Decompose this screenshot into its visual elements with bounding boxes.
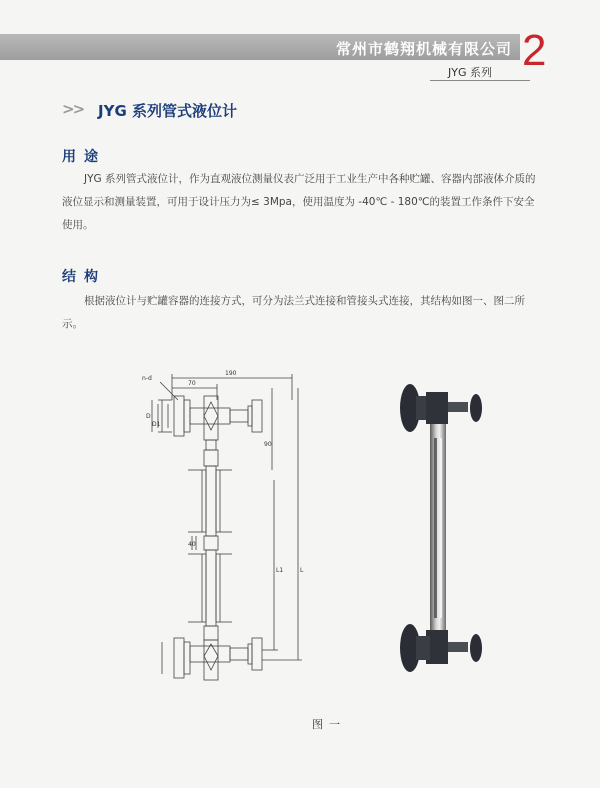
section-body-usage: JYG 系列管式液位计，作为直观液位测量仪表广泛用于工业生产中各种贮罐、容器内部液体介质的液位显示和测量装置，可用于设计压力为≤ 3Mpa，使用温度为 -40℃ - 180℃的装置工作条件下安全使用。 bbox=[62, 173, 536, 231]
page-title: JYG 系列管式液位计 bbox=[98, 102, 237, 120]
label-90: 90 bbox=[264, 441, 272, 448]
technical-drawing bbox=[132, 360, 322, 700]
figure-caption: 图一 bbox=[312, 718, 346, 731]
label-d: D bbox=[146, 413, 151, 420]
label-nd: n-d bbox=[142, 375, 152, 382]
label-l1: L1 bbox=[276, 567, 284, 574]
label-70: 70 bbox=[188, 380, 196, 387]
header-divider bbox=[430, 80, 530, 81]
header-company-name: 常州市鹤翔机械有限公司 bbox=[335, 40, 512, 58]
title-arrows-icon: >> bbox=[62, 100, 84, 118]
product-photo bbox=[396, 378, 496, 698]
page-number: 2 bbox=[522, 26, 547, 75]
label-d1: D1 bbox=[152, 421, 161, 428]
label-40: 40 bbox=[188, 541, 196, 548]
header-series-label: JYG 系列 bbox=[448, 66, 492, 79]
label-190: 190 bbox=[225, 370, 237, 377]
section-heading-usage: 用途 bbox=[62, 149, 106, 165]
section-heading-structure: 结构 bbox=[62, 269, 106, 285]
label-l: L bbox=[300, 567, 304, 574]
section-body-structure: 根据液位计与贮罐容器的连接方式，可分为法兰式连接和管接头式连接，其结构如图一、图二所示。 bbox=[62, 295, 525, 330]
